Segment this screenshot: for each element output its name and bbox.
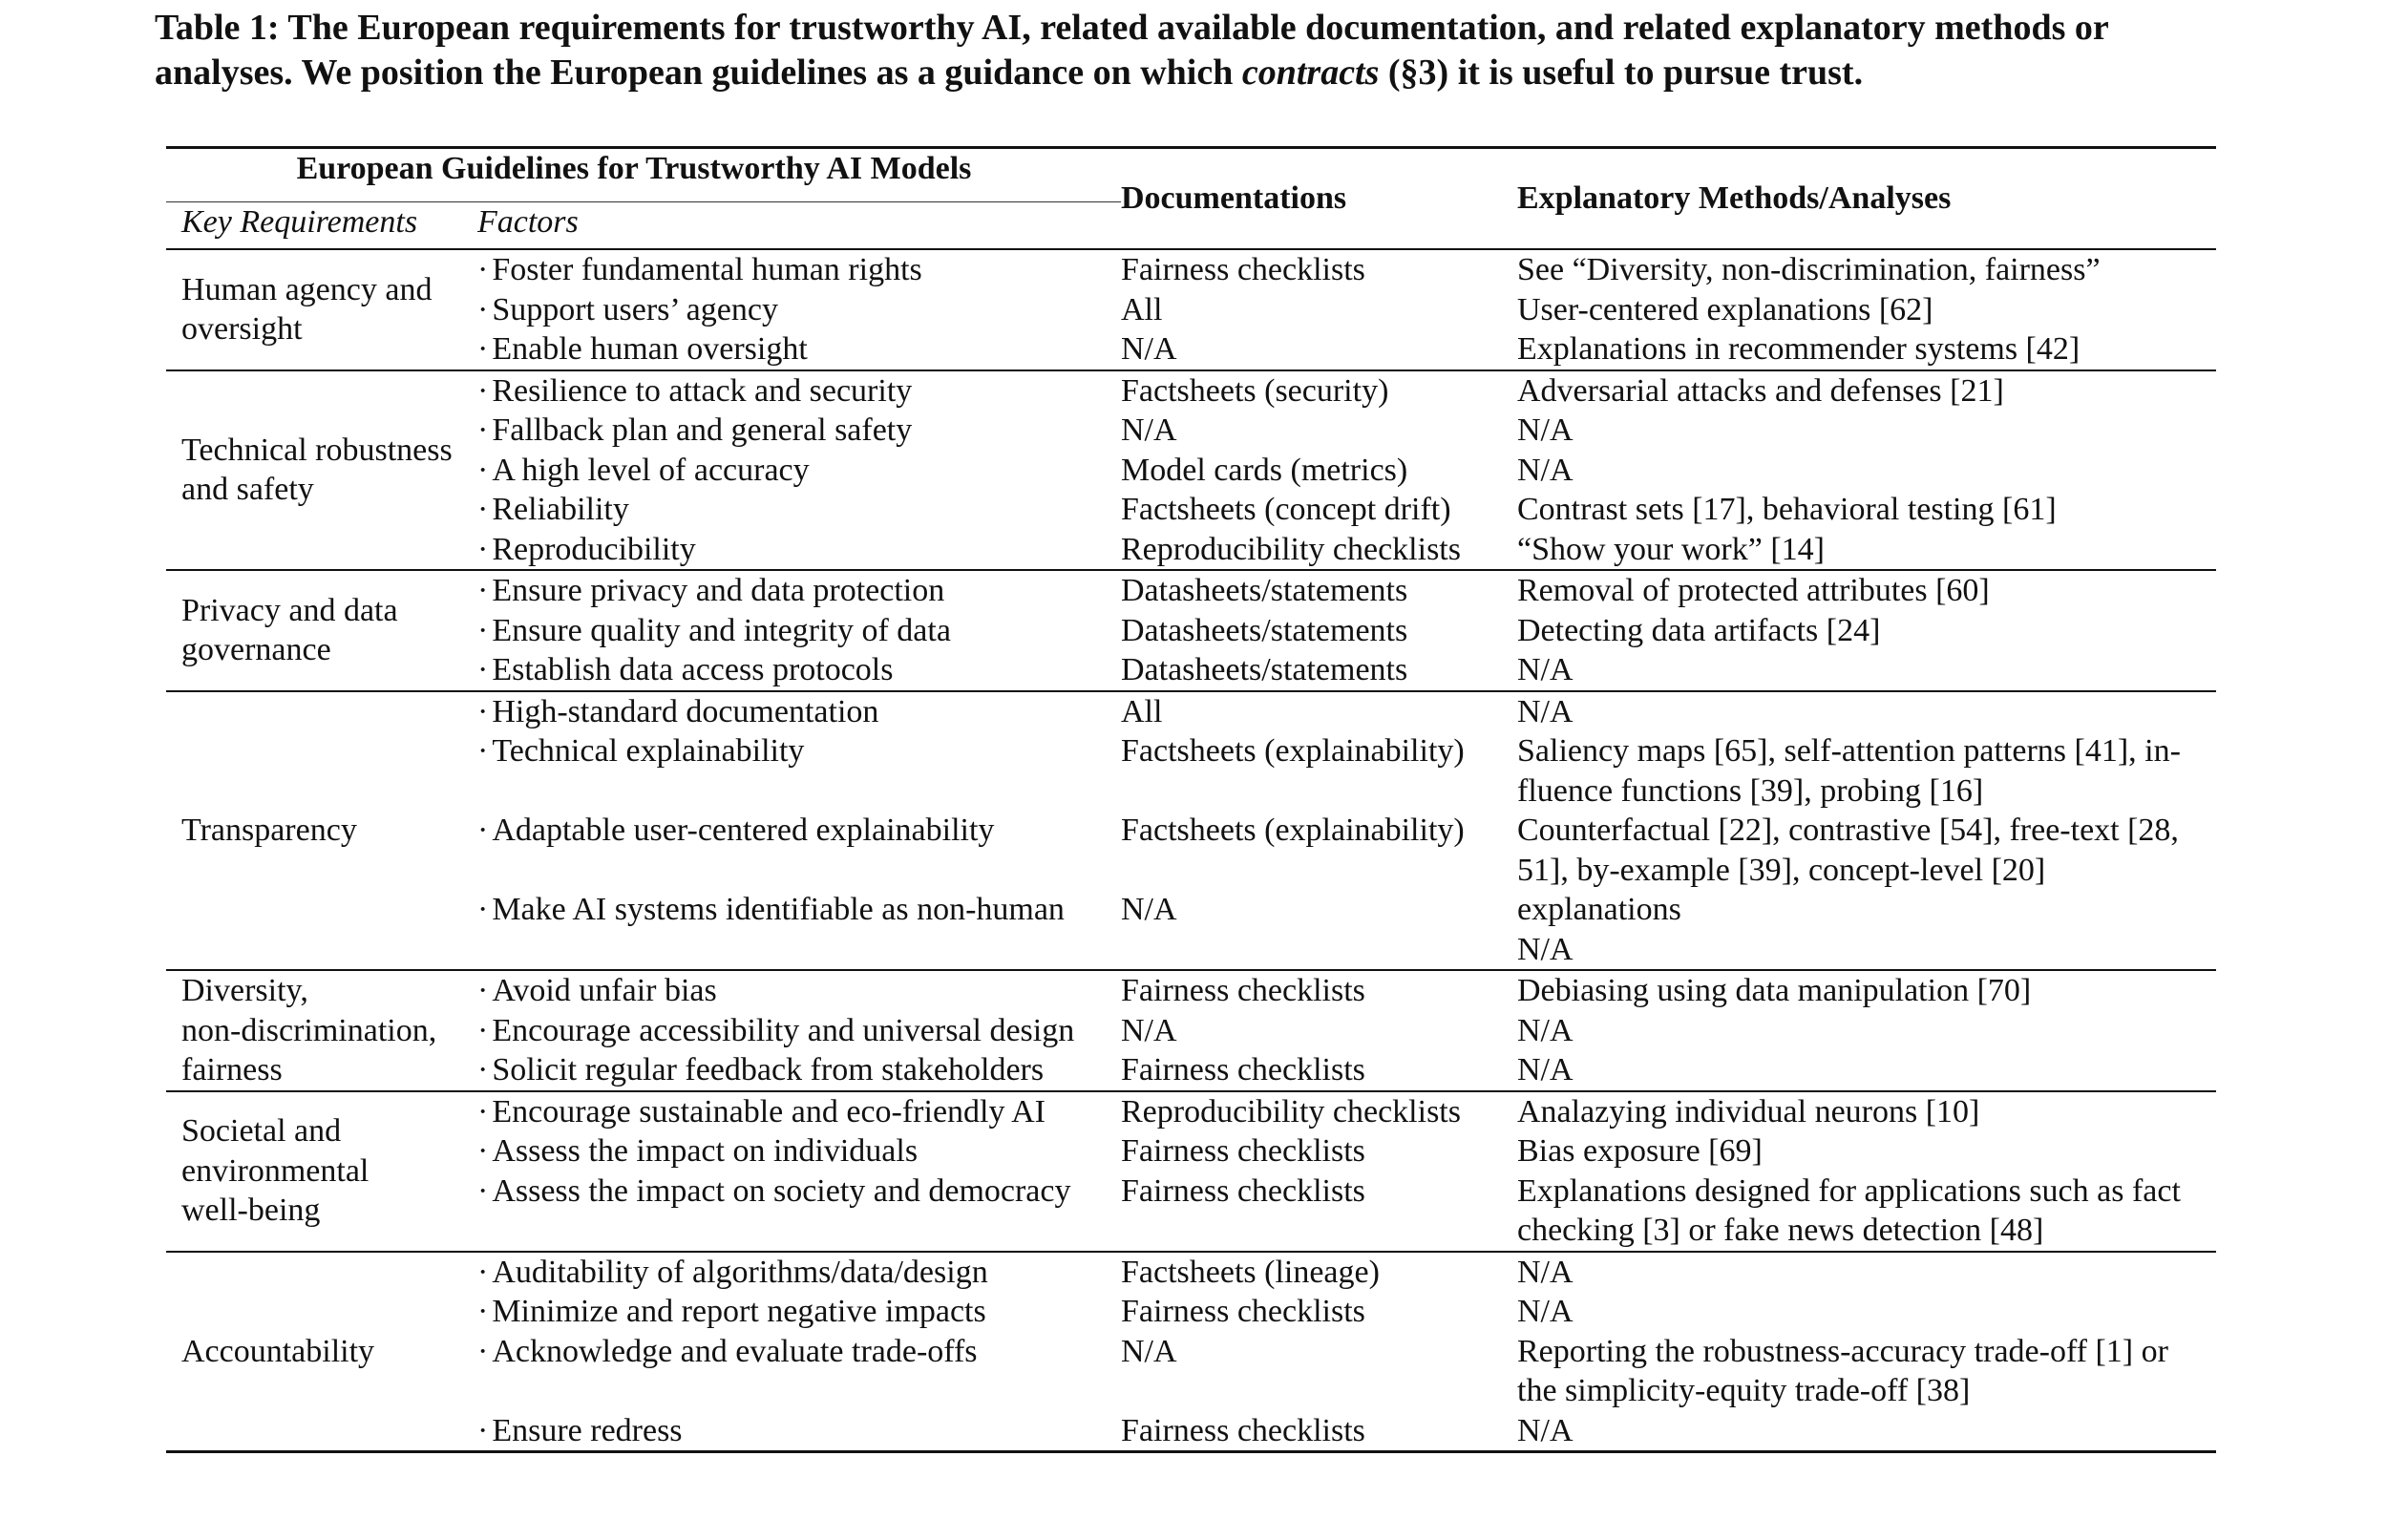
documentation-item: Fairness checklists bbox=[1121, 1052, 1365, 1087]
method-item: N/A bbox=[1517, 693, 1574, 729]
documentations-cell bbox=[1121, 249, 1517, 370]
documentation-item: Datasheets/statements bbox=[1121, 652, 1408, 687]
header-group-title: European Guidelines for Trustworthy AI Models bbox=[166, 148, 1121, 202]
method-item: Saliency maps [65], self-attention patterns [41], in- bbox=[1517, 733, 2181, 769]
methods-cell bbox=[1517, 970, 2216, 1091]
factor-text: Fallback plan and general safety bbox=[492, 412, 913, 448]
factor-item bbox=[477, 1011, 1121, 1051]
header-factors: Factors bbox=[474, 202, 1121, 250]
documentation-item: Factsheets (security) bbox=[1121, 372, 1389, 409]
key-requirement-line: Transparency bbox=[181, 813, 357, 848]
method-item: N/A bbox=[1517, 1294, 1574, 1329]
factor-item bbox=[477, 1050, 1121, 1090]
factor-text: Auditability of algorithms/data/design bbox=[492, 1254, 988, 1290]
factor-item bbox=[477, 250, 1121, 290]
table-group-row bbox=[166, 691, 2216, 971]
factor-text: Reproducibility bbox=[492, 531, 696, 567]
methods-cell bbox=[1517, 570, 2216, 691]
documentation-item: Fairness checklists bbox=[1121, 1172, 1365, 1209]
bullet-dot: · bbox=[477, 1093, 489, 1129]
key-requirement-line: governance bbox=[181, 632, 331, 668]
key-requirement-line: Privacy and data bbox=[181, 592, 398, 628]
bullet-dot: · bbox=[477, 813, 489, 848]
method-item: N/A bbox=[1517, 652, 1574, 687]
documentation-item: N/A bbox=[1121, 412, 1177, 448]
factor-item bbox=[477, 650, 1121, 690]
factor-item bbox=[477, 290, 1121, 330]
factor-text: Make AI systems identifiable as non-human bbox=[492, 892, 1065, 927]
bullet-dot: · bbox=[477, 1412, 489, 1448]
factors-cell bbox=[474, 570, 1121, 691]
method-item: Analazying individual neurons [10] bbox=[1517, 1093, 1980, 1129]
factor-item bbox=[477, 329, 1121, 369]
documentation-item: Model cards (metrics) bbox=[1121, 452, 1408, 488]
documentation-item: Datasheets/statements bbox=[1121, 612, 1408, 648]
bullet-dot: · bbox=[477, 331, 489, 367]
factors-cell bbox=[474, 1252, 1121, 1452]
factor-item bbox=[477, 490, 1121, 530]
bullet-dot: · bbox=[477, 652, 489, 687]
method-item: N/A bbox=[1517, 931, 1574, 967]
requirements-table bbox=[166, 146, 2216, 1453]
bullet-dot: · bbox=[477, 252, 489, 287]
factor-text: Avoid unfair bias bbox=[492, 973, 717, 1008]
method-item: N/A bbox=[1517, 452, 1574, 488]
bullet-dot: · bbox=[477, 892, 489, 927]
documentations-cell bbox=[1121, 970, 1517, 1091]
key-requirement bbox=[166, 249, 474, 370]
factors-cell bbox=[474, 970, 1121, 1091]
factor-text: Establish data access protocols bbox=[492, 652, 894, 687]
table-group-row bbox=[166, 570, 2216, 691]
method-item: Bias exposure [69] bbox=[1517, 1133, 1763, 1169]
documentation-item: Fairness checklists bbox=[1121, 252, 1365, 287]
bullet-dot: · bbox=[477, 412, 489, 448]
method-item: Explanations in recommender systems [42] bbox=[1517, 331, 2081, 367]
method-item: N/A bbox=[1517, 1012, 1574, 1048]
method-item: Detecting data artifacts [24] bbox=[1517, 612, 1881, 648]
factor-text: Encourage accessibility and universal design bbox=[492, 1012, 1075, 1048]
bullet-dot: · bbox=[477, 531, 489, 567]
factor-item bbox=[477, 411, 1121, 451]
bullet-dot: · bbox=[477, 1294, 489, 1329]
method-item: Removal of protected attributes [60] bbox=[1517, 573, 1990, 608]
documentation-item: Factsheets (explainability) bbox=[1121, 813, 1465, 848]
factor-text: Encourage sustainable and eco-friendly AI bbox=[492, 1093, 1046, 1129]
methods-cell bbox=[1517, 370, 2216, 571]
factor-text: Solicit regular feedback from stakeholders bbox=[492, 1052, 1045, 1087]
methods-cell bbox=[1517, 691, 2216, 971]
caption-text: Table 1: The European requirements for trustworthy AI, related available documentation, and related explanatory methods or analyses. We position the European guidelines as a guidance on which bbox=[155, 8, 2109, 93]
method-item: N/A bbox=[1517, 1412, 1574, 1448]
documentation-item: N/A bbox=[1121, 331, 1177, 367]
key-requirement-line: and safety bbox=[181, 472, 314, 508]
table-group-row bbox=[166, 970, 2216, 1091]
documentations-cell bbox=[1121, 1252, 1517, 1452]
factor-text: Reliability bbox=[492, 492, 629, 527]
factor-item bbox=[477, 811, 1121, 890]
method-item: checking [3] or fake news detection [48] bbox=[1517, 1213, 2044, 1248]
method-item: Explanations designed for applications such as fact bbox=[1517, 1172, 2181, 1209]
methods-cell bbox=[1517, 1252, 2216, 1452]
documentation-item: Fairness checklists bbox=[1121, 1412, 1365, 1448]
bullet-dot: · bbox=[477, 1254, 489, 1290]
factor-item bbox=[477, 530, 1121, 570]
method-item: Reporting the robustness-accuracy trade-off [1] or bbox=[1517, 1333, 2168, 1369]
factors-cell bbox=[474, 370, 1121, 571]
key-requirement bbox=[166, 970, 474, 1091]
table-body bbox=[166, 249, 2216, 1452]
method-item: fluence functions [39], probing [16] bbox=[1517, 772, 1984, 809]
factors-cell bbox=[474, 691, 1121, 971]
factor-text: Ensure redress bbox=[492, 1412, 683, 1448]
factor-item bbox=[477, 371, 1121, 412]
methods-cell bbox=[1517, 1091, 2216, 1252]
documentation-item: Factsheets (explainability) bbox=[1121, 733, 1465, 769]
method-item: N/A bbox=[1517, 412, 1574, 448]
documentation-item: All bbox=[1121, 291, 1163, 327]
key-requirement bbox=[166, 1091, 474, 1252]
factor-item bbox=[477, 1172, 1121, 1251]
factor-text: Adaptable user-centered explainability bbox=[492, 813, 995, 848]
key-requirement-line: Accountability bbox=[181, 1333, 375, 1369]
factor-item bbox=[477, 971, 1121, 1011]
bullet-dot: · bbox=[477, 1333, 489, 1369]
key-requirement-line: Societal and bbox=[181, 1113, 342, 1150]
method-item: Counterfactual [22], contrastive [54], free-text [28, bbox=[1517, 813, 2179, 848]
table-group-row bbox=[166, 370, 2216, 571]
caption-italic: contracts bbox=[1241, 53, 1380, 93]
factor-text: A high level of accuracy bbox=[492, 452, 810, 488]
factor-text: Minimize and report negative impacts bbox=[492, 1294, 986, 1329]
factor-item bbox=[477, 1253, 1121, 1293]
header-explanatory-methods: Explanatory Methods/Analyses bbox=[1517, 148, 2216, 250]
bullet-dot: · bbox=[477, 291, 489, 327]
factor-item bbox=[477, 1092, 1121, 1132]
bullet-dot: · bbox=[477, 733, 489, 769]
key-requirement bbox=[166, 691, 474, 971]
factors-cell bbox=[474, 249, 1121, 370]
factor-item bbox=[477, 890, 1121, 930]
header-row-group bbox=[166, 148, 2216, 202]
bullet-dot: · bbox=[477, 1052, 489, 1087]
method-item: “Show your work” [14] bbox=[1517, 531, 1825, 567]
table-group-row bbox=[166, 1091, 2216, 1252]
method-item: User-centered explanations [62] bbox=[1517, 291, 1933, 327]
method-item: Adversarial attacks and defenses [21] bbox=[1517, 372, 2004, 409]
documentation-item: N/A bbox=[1121, 1012, 1177, 1048]
bullet-dot: · bbox=[477, 693, 489, 729]
factor-item bbox=[477, 611, 1121, 651]
method-item: Contrast sets [17], behavioral testing [61] bbox=[1517, 492, 2057, 527]
method-item: N/A bbox=[1517, 1254, 1574, 1290]
documentation-item: N/A bbox=[1121, 892, 1177, 927]
method-item: Debiasing using data manipulation [70] bbox=[1517, 973, 2032, 1008]
table-group-row bbox=[166, 1252, 2216, 1452]
factor-text: Acknowledge and evaluate trade-offs bbox=[492, 1333, 978, 1369]
documentations-cell bbox=[1121, 570, 1517, 691]
factor-text: Enable human oversight bbox=[492, 331, 808, 367]
bullet-dot: · bbox=[477, 452, 489, 488]
methods-cell bbox=[1517, 249, 2216, 370]
caption-suffix: (§3) it is useful to pursue trust. bbox=[1379, 53, 1864, 93]
key-requirement-line: well-being bbox=[181, 1193, 321, 1229]
documentation-item: Factsheets (concept drift) bbox=[1121, 492, 1451, 527]
factor-item bbox=[477, 1292, 1121, 1332]
method-item: the simplicity-equity trade-off [38] bbox=[1517, 1373, 1971, 1408]
documentation-item: Reproducibility checklists bbox=[1121, 1093, 1461, 1129]
bullet-dot: · bbox=[477, 612, 489, 648]
factor-item bbox=[477, 1411, 1121, 1451]
factor-text: Ensure quality and integrity of data bbox=[492, 612, 951, 648]
documentations-cell bbox=[1121, 1091, 1517, 1252]
factor-item bbox=[477, 571, 1121, 611]
bullet-dot: · bbox=[477, 1012, 489, 1048]
documentation-item: Reproducibility checklists bbox=[1121, 531, 1461, 567]
factor-item bbox=[477, 731, 1121, 811]
factor-item bbox=[477, 1332, 1121, 1411]
header-documentations: Documentations bbox=[1121, 148, 1517, 250]
method-item: N/A bbox=[1517, 1052, 1574, 1087]
bullet-dot: · bbox=[477, 492, 489, 527]
key-requirement-line: Human agency and bbox=[181, 271, 433, 307]
bullet-dot: · bbox=[477, 1133, 489, 1169]
documentation-item: Fairness checklists bbox=[1121, 973, 1365, 1008]
key-requirement-line: Technical robustness bbox=[181, 432, 453, 468]
factor-text: Support users’ agency bbox=[492, 291, 778, 327]
key-requirement-line: environmental bbox=[181, 1152, 370, 1189]
factors-cell bbox=[474, 1091, 1121, 1252]
key-requirement-line: Diversity, bbox=[181, 973, 308, 1008]
key-requirement bbox=[166, 1252, 474, 1452]
factor-text: Assess the impact on individuals bbox=[492, 1133, 919, 1169]
factor-text: Resilience to attack and security bbox=[492, 372, 913, 409]
bullet-dot: · bbox=[477, 372, 489, 409]
bullet-dot: · bbox=[477, 573, 489, 608]
key-requirement bbox=[166, 370, 474, 571]
factor-text: High-standard documentation bbox=[492, 693, 879, 729]
documentation-item: Fairness checklists bbox=[1121, 1133, 1365, 1169]
documentation-item: Fairness checklists bbox=[1121, 1294, 1365, 1329]
documentation-item: Datasheets/statements bbox=[1121, 573, 1408, 608]
factor-text: Foster fundamental human rights bbox=[492, 252, 922, 287]
method-item: See “Diversity, non-discrimination, fairness” bbox=[1517, 252, 2101, 287]
documentations-cell bbox=[1121, 691, 1517, 971]
bullet-dot: · bbox=[477, 973, 489, 1008]
factor-item bbox=[477, 451, 1121, 491]
factor-text: Assess the impact on society and democracy bbox=[492, 1172, 1071, 1209]
header-key-requirements: Key Requirements bbox=[166, 202, 474, 250]
key-requirement-line: oversight bbox=[181, 311, 303, 348]
bullet-dot: · bbox=[477, 1172, 489, 1209]
table-caption bbox=[155, 6, 2236, 95]
documentation-item: N/A bbox=[1121, 1333, 1177, 1369]
documentations-cell bbox=[1121, 370, 1517, 571]
factor-item bbox=[477, 692, 1121, 732]
key-requirement-line: non-discrimination, bbox=[181, 1012, 437, 1048]
key-requirement bbox=[166, 570, 474, 691]
documentation-item: All bbox=[1121, 693, 1163, 729]
table-group-row bbox=[166, 249, 2216, 370]
factor-text: Ensure privacy and data protection bbox=[492, 573, 945, 608]
documentation-item: Factsheets (lineage) bbox=[1121, 1254, 1380, 1290]
key-requirement-line: fairness bbox=[181, 1052, 283, 1087]
method-item: 51], by-example [39], concept-level [20] explanations bbox=[1517, 852, 2046, 927]
factor-item bbox=[477, 1131, 1121, 1172]
factor-text: Technical explainability bbox=[492, 733, 805, 769]
